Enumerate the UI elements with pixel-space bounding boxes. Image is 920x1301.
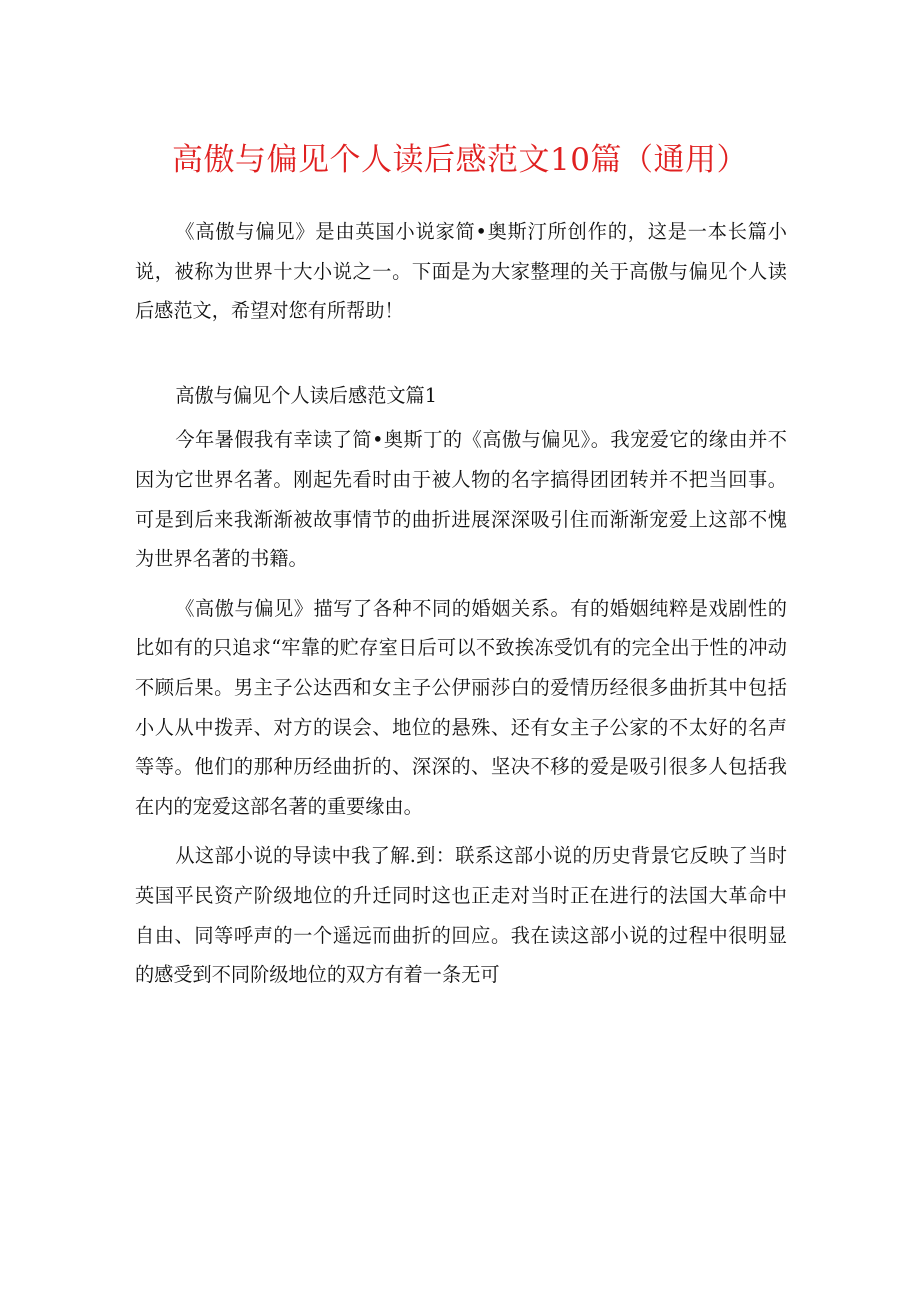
document-body	[135, 212, 787, 995]
body-paragraph: 《高傲与偏见》描写了各种不同的婚姻关系。有的婚姻纯粹是戏剧性的比如有的只追求“牢靠的贮存室日后可以不致挨冻受饥有的完全出于性的冲动不顾后果。男主子公达西和女主子公伊丽莎白的爱情历经很多曲折其中包括小人从中拨弄、对方的误会、地位的悬殊、还有女主子公家的不太好的名声等等。他们的那种历经曲折的、深深的、坚决不移的爱是吸引很多人包括我在内的宠爱这部名著的重要缘由。	[135, 596, 787, 818]
document-title: 高傲与偏见个人读后感范文10篇（通用）	[172, 142, 748, 178]
intro-paragraph: 《高傲与偏见》是由英国小说家简•奥斯汀所创作的，这是一本长篇小说，被称为世界十大小说之一。下面是为大家整理的关于高傲与偏见个人读后感范文，希望对您有所帮助！	[135, 220, 787, 323]
body-paragraph: 今年暑假我有幸读了简•奥斯丁的《高傲与偏见》。我宠爱它的缘由并不因为它世界名著。刚起先看时由于被人物的名字搞得团团转并不把当回事。可是到后来我渐渐被故事情节的曲折进展深深吸引住而渐渐宠爱上这部不愧为世界名著的书籍。	[135, 428, 787, 571]
section-heading: 高傲与偏见个人读后感范文篇1	[175, 383, 437, 407]
body-paragraph: 从这部小说的导读中我了解.到：联系这部小说的历史背景它反映了当时英国平民资产阶级地位的升迁同时这也正走对当时正在进行的法国大革命中自由、同等呼声的一个遥远而曲折的回应。我在读这部小说的过程中很明显的感受到不同阶级地位的双方有着一条无可	[135, 844, 787, 987]
